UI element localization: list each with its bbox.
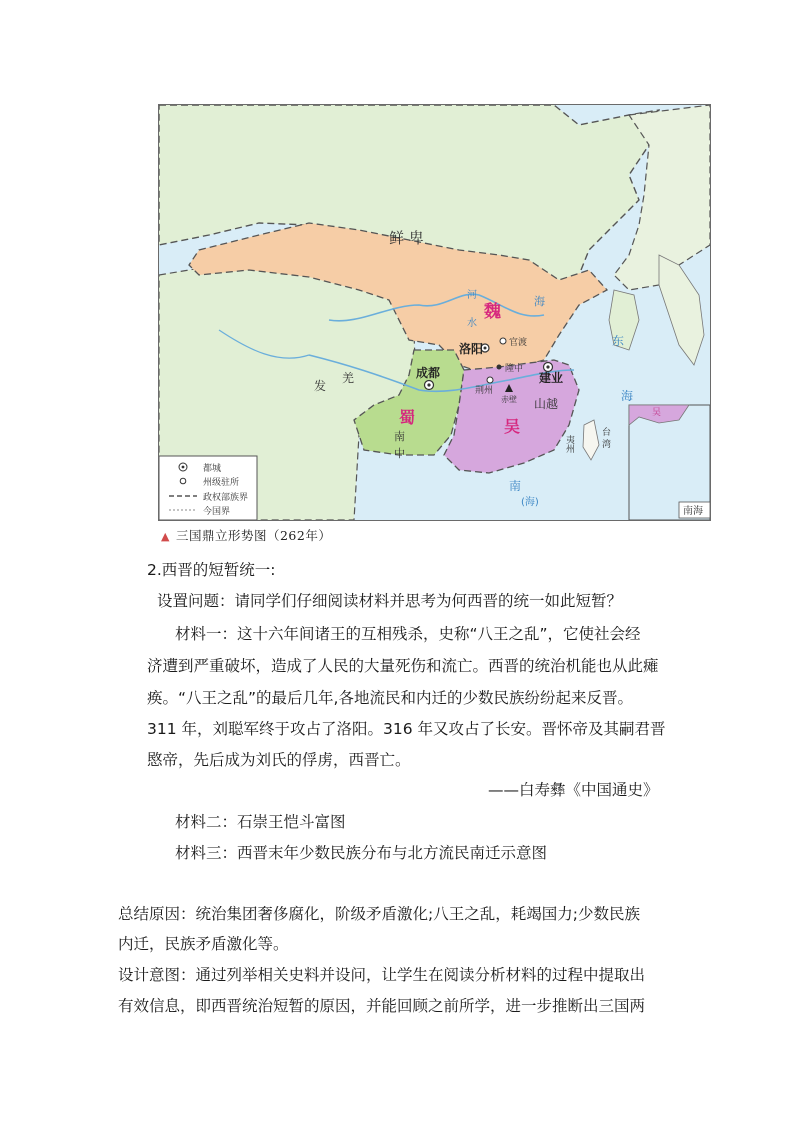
label-xianbei: 鲜 卑: [389, 229, 424, 247]
legend-prefecture-icon: [180, 478, 186, 484]
city-jingzhou: 荆州: [475, 386, 494, 396]
jingzhou-icon: [487, 377, 493, 383]
label-taiwan-2: 湾: [602, 440, 612, 450]
map-caption: [161, 526, 331, 544]
chengdu-capital-dot: [427, 383, 430, 386]
material1-source: ——白寿彝《中国通史》: [488, 781, 659, 799]
legend-capital: 都城: [203, 464, 222, 474]
map-svg: [159, 105, 710, 520]
city-guandu: 官渡: [509, 338, 528, 348]
material1-line-2: 济遭到严重破坏，造成了人民的大量死伤和流亡。西晋的统治机能也从此瘫: [147, 657, 659, 675]
label-donghai-2: 海: [621, 389, 634, 403]
label-shanyue: 山越: [534, 397, 559, 411]
map-caption-text: 三国鼎立形势图（262年）: [175, 528, 332, 543]
question-text: 设置问题：请同学们仔细阅读材料并思考为何西晋的统一如此短暂？: [157, 592, 623, 610]
material1-line-1: 材料一：这十六年间诸王的互相残杀，史称“八王之乱”，它使社会经: [175, 625, 641, 643]
label-yizhou: 夷州: [564, 435, 574, 453]
inset-title: 南海: [683, 506, 703, 517]
design-line-1: 设计意图：通过列举相关史料并设问，让学生在阅读分析材料的过程中提取出: [118, 966, 646, 984]
legend-regime-border: 政权部族界: [203, 493, 249, 503]
label-taiwan-1: 台: [602, 428, 612, 438]
material1-line-4: 311 年，刘聪军终于攻占了洛阳。316 年又攻占了长安。晋怀帝及其嗣君晋: [147, 720, 666, 738]
label-qiang: 羌: [342, 371, 355, 385]
inset-wu-label: 吴: [652, 408, 662, 418]
material3-text: 材料三：西晋末年少数民族分布与北方流民南迁示意图: [175, 844, 548, 862]
label-qiang-prefix: 发: [314, 379, 327, 393]
city-longzhong: 隆中: [505, 364, 524, 374]
label-wu: 吴: [504, 417, 521, 436]
legend-capital-dot: [182, 466, 185, 469]
label-nanzhong-2: 中: [394, 447, 405, 460]
luoyang-capital-dot: [484, 347, 487, 350]
three-kingdoms-map: [158, 104, 711, 521]
label-shu: 蜀: [399, 408, 416, 427]
summary-line-1: 总结原因：统治集团奢侈腐化，阶级矛盾激化;八王之乱，耗竭国力;少数民族: [118, 905, 640, 923]
label-he: 河: [467, 290, 477, 301]
label-huanghai: 海: [534, 295, 545, 308]
label-nanhai-2: (海): [521, 497, 539, 508]
city-jianye: 建业: [539, 371, 564, 385]
label-shui: 水: [467, 318, 477, 329]
guandu-icon: [500, 338, 506, 344]
summary-line-2: 内迁，民族矛盾激化等。: [118, 935, 289, 953]
legend-prefecture: 州级驻所: [203, 478, 240, 488]
label-nanzhong-1: 南: [394, 430, 405, 443]
section-heading: 2.西晋的短暂统一:: [147, 561, 276, 579]
city-chibi: 赤壁: [501, 395, 517, 404]
label-donghai-1: 东: [612, 334, 625, 348]
material1-line-5: 愍帝，先后成为刘氏的俘虏，西晋亡。: [147, 751, 411, 769]
jianye-capital-dot: [546, 365, 549, 368]
material2-text: 材料二：石崇王恺斗富图: [175, 813, 346, 831]
material1-line-3: 痪。“八王之乱”的最后几年,各地流民和内迁的少数民族纷纷起来反晋。: [147, 689, 633, 707]
longzhong-icon: [497, 365, 502, 370]
legend-modern-border: 今国界: [203, 507, 231, 517]
city-luoyang: 洛阳: [459, 342, 484, 356]
label-nanhai-1: 南: [509, 479, 522, 493]
design-line-2: 有效信息，即西晋统治短暂的原因，并能回顾之前所学，进一步推断出三国两: [118, 997, 646, 1015]
caption-triangle-icon: ▲: [161, 530, 170, 543]
label-wei: 魏: [484, 302, 501, 322]
city-chengdu: 成都: [416, 366, 441, 380]
